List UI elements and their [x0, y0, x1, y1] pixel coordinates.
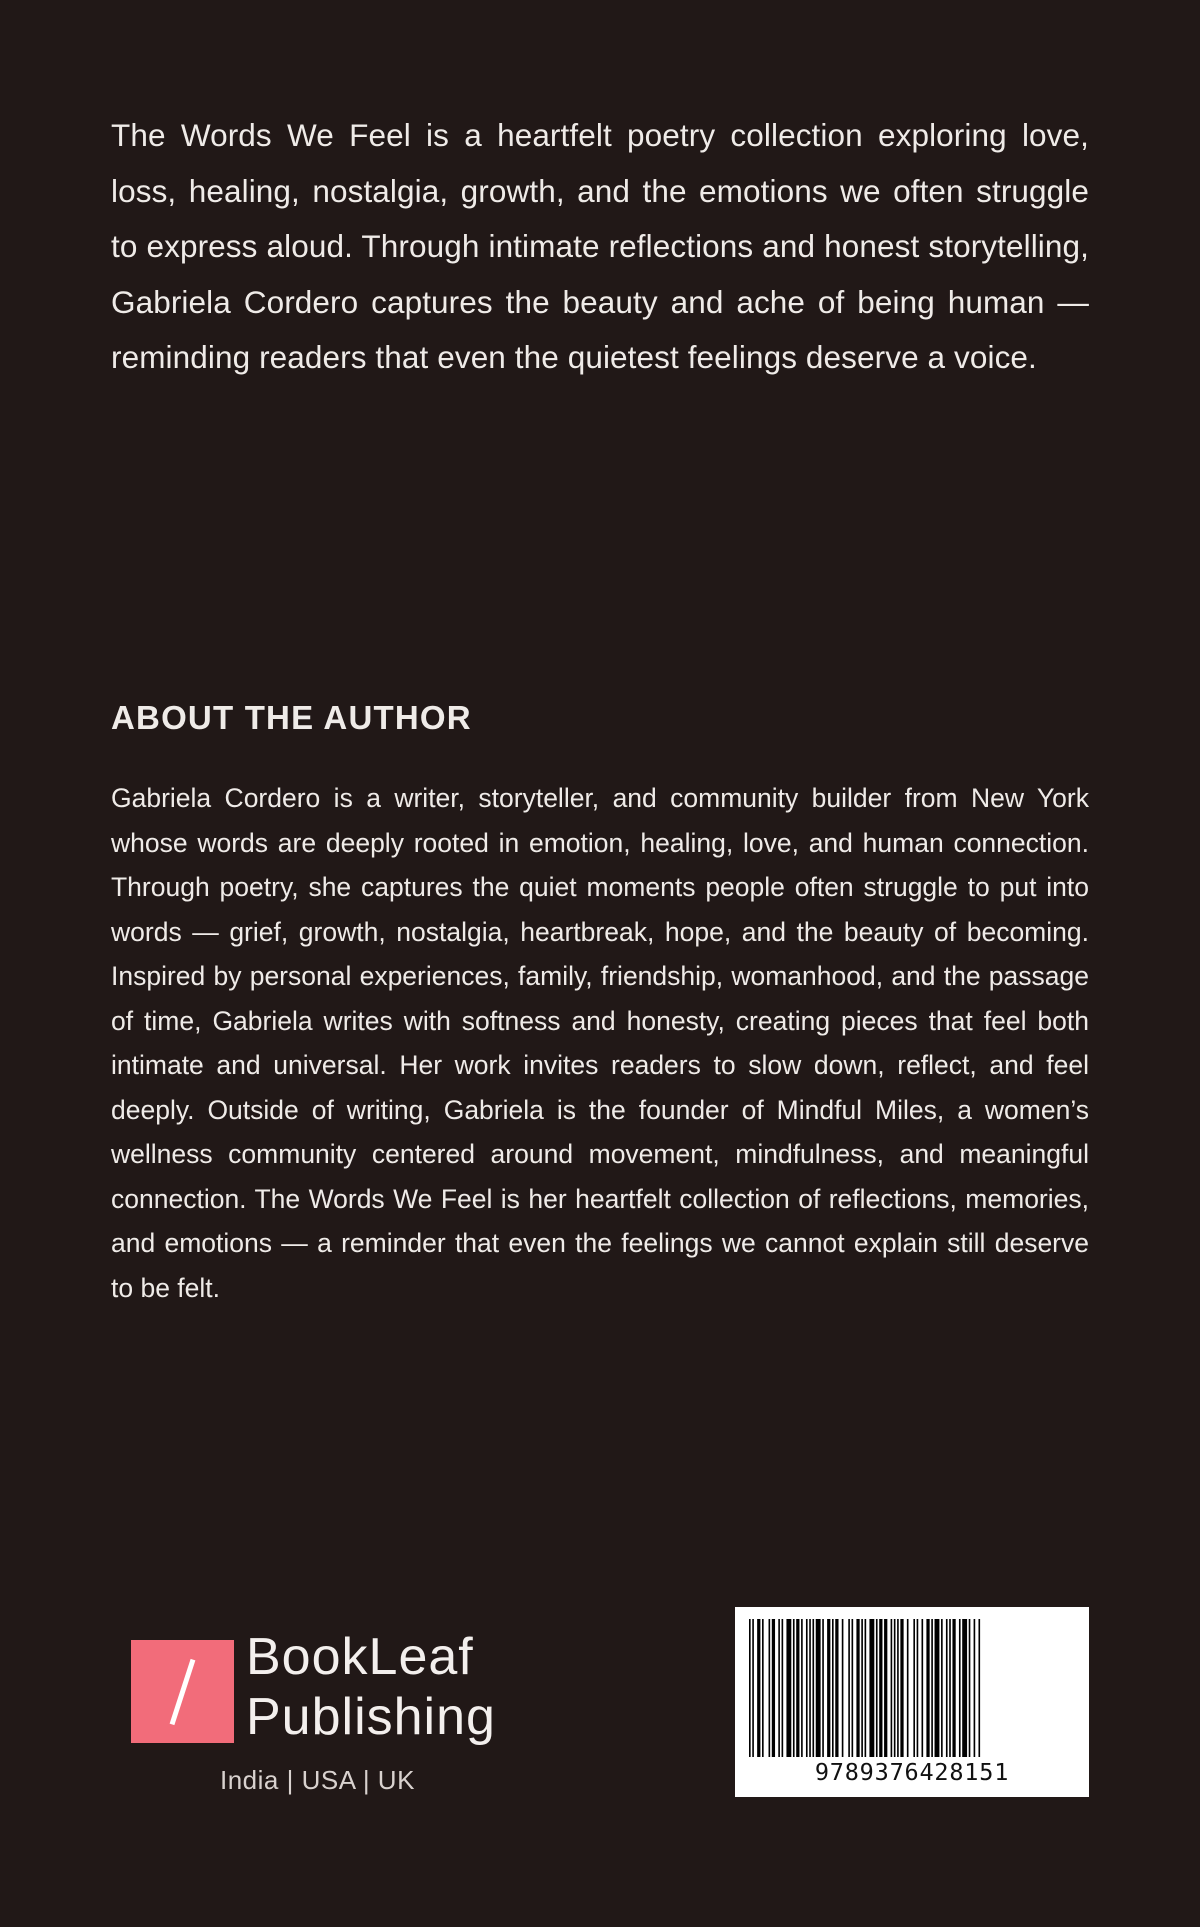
barcode-bar: [884, 1619, 887, 1757]
publisher-name-line2: Publishing: [246, 1688, 496, 1746]
barcode-bar: [861, 1619, 863, 1757]
barcode-bar: [978, 1619, 980, 1757]
barcode-bar: [917, 1619, 919, 1757]
barcode-bar: [778, 1619, 780, 1757]
publisher-name: [246, 1627, 496, 1747]
barcode-bar: [913, 1619, 915, 1757]
barcode-bar: [962, 1619, 967, 1757]
barcode-bar: [891, 1619, 893, 1757]
barcode-bar: [809, 1619, 811, 1757]
publisher-tagline: India | USA | UK: [220, 1765, 415, 1795]
barcode-bar: [941, 1619, 943, 1757]
barcode-bar: [749, 1619, 751, 1757]
barcode-bar: [852, 1619, 854, 1757]
barcode-bar: [772, 1619, 775, 1757]
barcode-bar: [812, 1619, 814, 1757]
barcode-bar: [894, 1619, 896, 1757]
barcode-bar: [757, 1619, 760, 1757]
barcode-bar: [931, 1619, 933, 1757]
barcode-bar: [835, 1619, 838, 1757]
barcode-bar: [856, 1619, 859, 1757]
barcode-bar: [822, 1619, 824, 1757]
barcode-bar: [959, 1619, 961, 1757]
publisher-name-line1: BookLeaf: [246, 1628, 474, 1686]
about-author-heading: ABOUT THE AUTHOR: [111, 699, 472, 736]
barcode-icon: [749, 1619, 1075, 1757]
barcode-bar: [806, 1619, 808, 1757]
barcode-bar: [752, 1619, 754, 1757]
barcode-bar: [969, 1619, 971, 1757]
barcode-bar: [897, 1619, 899, 1757]
barcode-bar: [762, 1619, 764, 1757]
author-bio: Gabriela Cordero is a writer, storyteller, and community builder from New York whose words are deeply rooted in emotion, healing, love, and human connection. Through poetry, she captures the quiet moments people often struggle to put into words — grief, growth, nostalgia, heartbreak, hope, and the beauty of becoming. Inspired by personal experiences, family, friendship, womanhood, and the passage of time, Gabriela writes with softness and honesty, creating pieces that feel both intimate and universal. Her work invites readers to slow down, reflect, and feel deeply. Outside of writing, Gabriela is the founder of Mindful Miles, a women’s wellness community centered around movement, mindfulness, and meaningful connection. The Words We Feel is her heartfelt collection of reflections, memories, and emotions — a reminder that even the feelings we cannot explain still deserve to be felt.: [111, 783, 1089, 1303]
barcode-bar: [869, 1619, 874, 1757]
book-blurb: The Words We Feel is a heartfelt poetry collection exploring love, loss, healing, nostalgia, growth, and the emotions we often struggle to express aloud. Through intimate reflections and honest storytelling, Gabriela Cordero captures the beauty and ache of being human — reminding readers that even the quietest feelings deserve a voice.: [111, 117, 1089, 375]
isbn-barcode: [735, 1607, 1089, 1797]
barcode-bar: [879, 1619, 882, 1757]
barcode-bar: [935, 1619, 940, 1757]
barcode-bar: [842, 1619, 844, 1757]
barcode-bar: [816, 1619, 821, 1757]
publisher-logo: [131, 1628, 511, 1805]
barcode-bar: [827, 1619, 830, 1757]
barcode-bar: [907, 1619, 909, 1757]
barcode-bar: [848, 1619, 850, 1757]
barcode-bar: [949, 1619, 951, 1757]
isbn-number: 9789376428151: [814, 1758, 1010, 1786]
barcode-bar: [786, 1619, 791, 1757]
barcode-bar: [922, 1619, 924, 1757]
barcode-bar: [876, 1619, 878, 1757]
barcode-bar: [782, 1619, 784, 1757]
barcode-bar: [801, 1619, 803, 1757]
publisher-logo-mark: [131, 1640, 234, 1743]
barcode-bar: [974, 1619, 976, 1757]
barcode-bar: [793, 1619, 795, 1757]
barcode-bar: [865, 1619, 867, 1757]
barcode-bar: [832, 1619, 834, 1757]
slash-icon: [170, 1659, 196, 1725]
barcode-bar: [769, 1619, 771, 1757]
barcode-bar: [952, 1619, 955, 1757]
barcode-bar: [900, 1619, 903, 1757]
barcode-bar: [796, 1619, 799, 1757]
barcode-bar: [926, 1619, 929, 1757]
barcode-bar: [946, 1619, 948, 1757]
